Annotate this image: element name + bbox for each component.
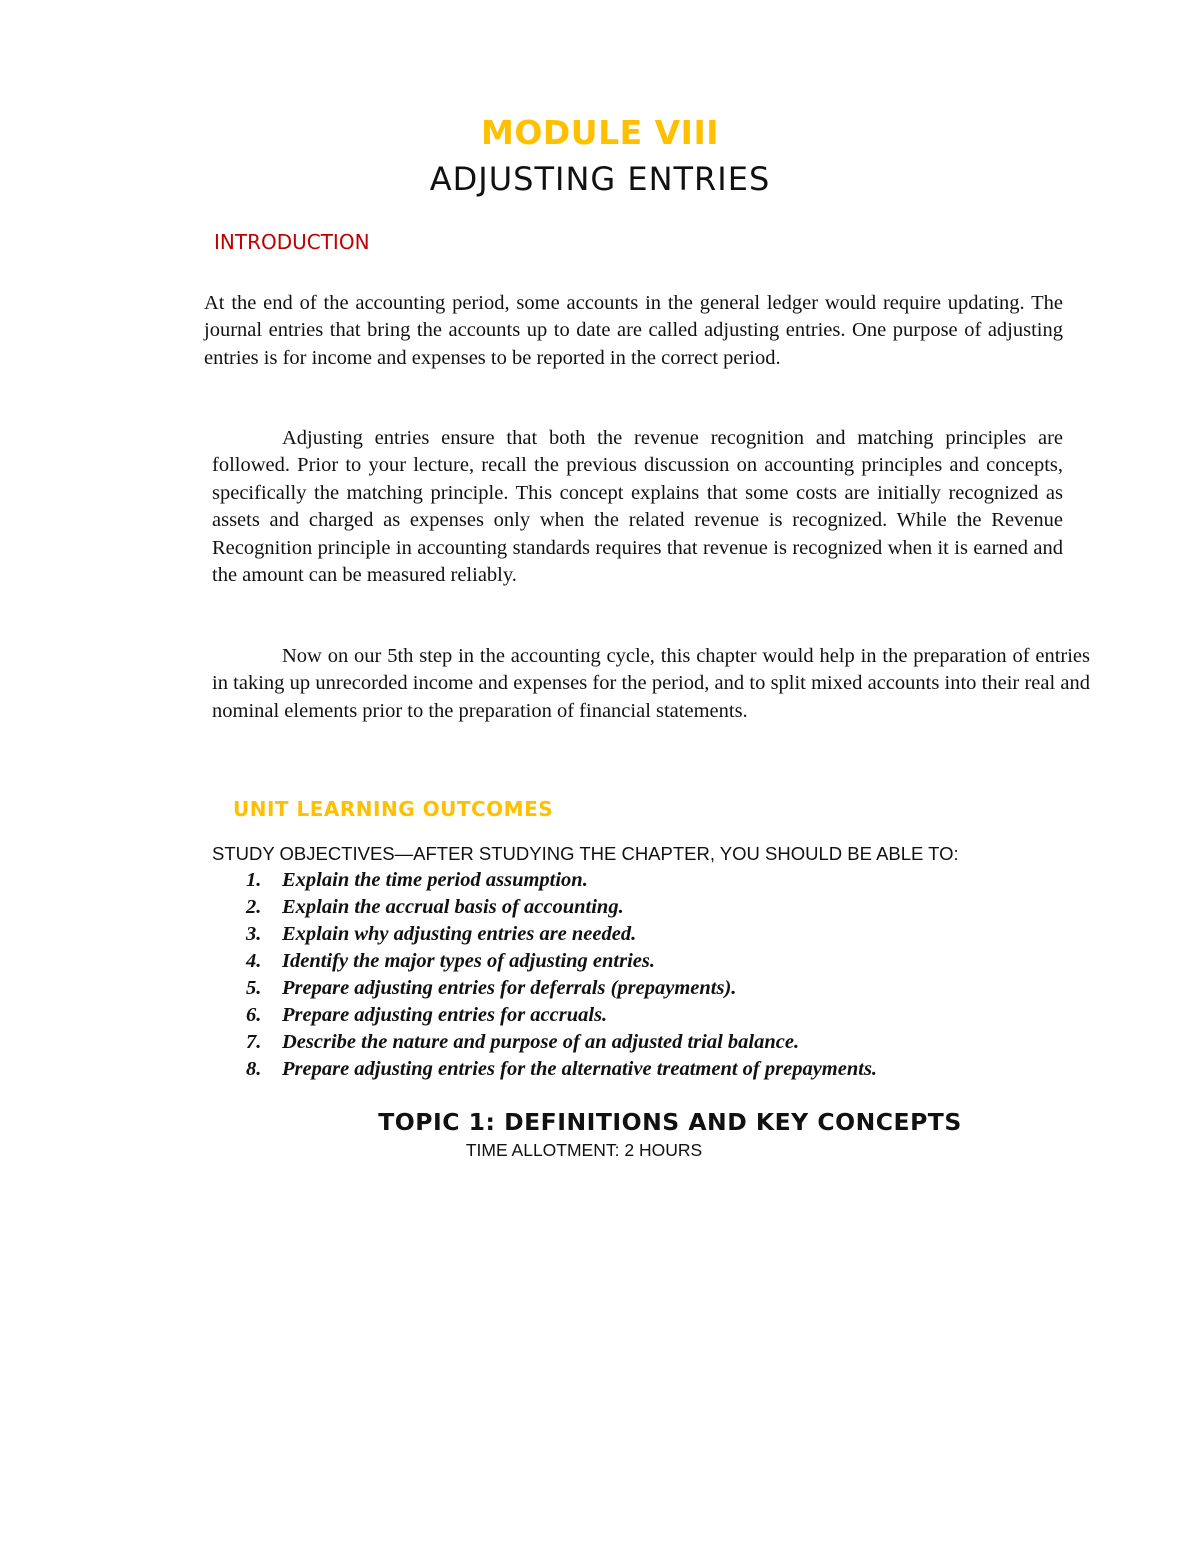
document-title: ADJUSTING ENTRIES bbox=[429, 160, 771, 198]
objective-item bbox=[238, 975, 877, 1002]
objective-number: 5. bbox=[246, 977, 262, 999]
objective-text: Prepare adjusting entries for deferrals (prepayments). bbox=[282, 977, 737, 999]
objective-text: Explain the time period assumption. bbox=[282, 869, 588, 891]
time-allotment: TIME ALLOTMENT: 2 HOURS bbox=[465, 1140, 703, 1160]
introduction-paragraph-1: At the end of the accounting period, some accounts in the general ledger would require updating. The journal entries that bring the accounts up to date are called adjusting entries. One purpose of adjusting entries is for income and expenses to be reported in the correct period. bbox=[204, 292, 1063, 369]
introduction-paragraph-2: Adjusting entries ensure that both the revenue recognition and matching principles are followed. Prior to your lecture, recall the previous discussion on accounting principles and concepts, specifically the matching principle. This concept explains that some costs are initially recognized as assets and charged as expenses only when the related revenue is recognized. While the Revenue Recognition principle in accounting standards requires that revenue is recognized when it is earned and the amount can be measured reliably. bbox=[212, 427, 1063, 587]
objective-text: Explain why adjusting entries are needed. bbox=[282, 923, 637, 945]
objective-item bbox=[238, 921, 877, 948]
objective-item bbox=[238, 1029, 877, 1056]
objective-number: 3. bbox=[246, 923, 262, 945]
objective-number: 4. bbox=[246, 950, 262, 972]
objectives-list bbox=[238, 867, 877, 1083]
objective-text: Identify the major types of adjusting entries. bbox=[282, 950, 655, 972]
objective-number: 7. bbox=[246, 1031, 262, 1053]
objective-number: 6. bbox=[246, 1004, 262, 1026]
objective-number: 8. bbox=[246, 1058, 262, 1080]
objective-item bbox=[238, 948, 877, 975]
objective-item bbox=[238, 867, 877, 894]
study-objectives-label: STUDY OBJECTIVES—AFTER STUDYING THE CHAPTER, YOU SHOULD BE ABLE TO: bbox=[212, 843, 959, 864]
objective-item bbox=[238, 1056, 877, 1083]
objective-item bbox=[238, 1002, 877, 1029]
objective-text: Describe the nature and purpose of an adjusted trial balance. bbox=[282, 1031, 800, 1053]
objective-item bbox=[238, 894, 877, 921]
objective-text: Prepare adjusting entries for the alternative treatment of prepayments. bbox=[282, 1058, 878, 1080]
objective-text: Prepare adjusting entries for accruals. bbox=[282, 1004, 608, 1026]
introduction-heading: INTRODUCTION bbox=[214, 230, 370, 254]
topic-title: TOPIC 1: DEFINITIONS AND KEY CONCEPTS bbox=[378, 1108, 962, 1136]
objective-number: 1. bbox=[246, 869, 262, 891]
learning-outcomes-heading: UNIT LEARNING OUTCOMES bbox=[233, 797, 554, 821]
objective-number: 2. bbox=[246, 896, 262, 918]
objective-text: Explain the accrual basis of accounting. bbox=[282, 896, 624, 918]
module-label: MODULE VIII bbox=[480, 113, 719, 152]
introduction-paragraph-3: Now on our 5th step in the accounting cycle, this chapter would help in the preparation of entries in taking up unrecorded income and expenses for the period, and to split mixed accounts into their real and nominal elements prior to the preparation of financial statements. bbox=[212, 645, 1090, 722]
